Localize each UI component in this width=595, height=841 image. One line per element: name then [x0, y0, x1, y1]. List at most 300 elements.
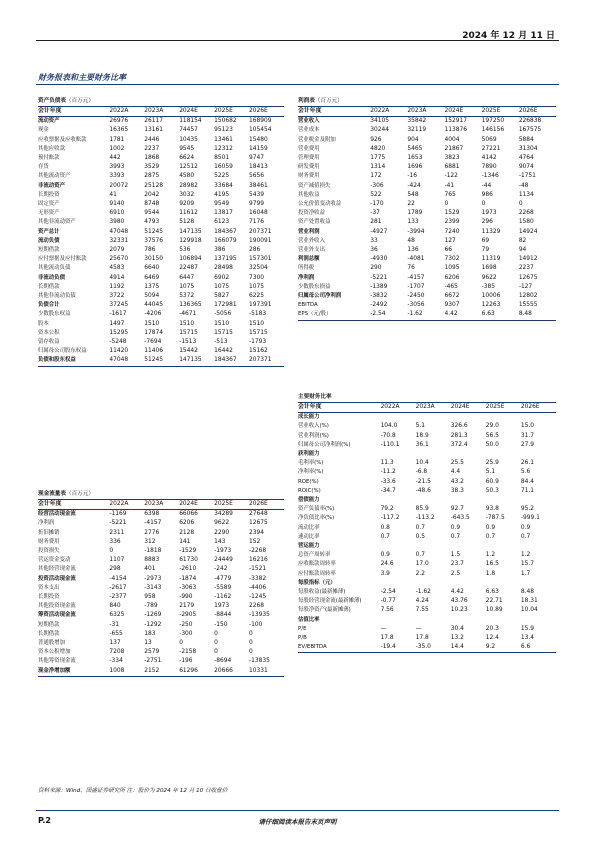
- table-row: [38, 565, 284, 574]
- table-row: [298, 625, 556, 634]
- column-header-year: 2022A: [370, 108, 390, 114]
- cell-value: 17874: [144, 329, 164, 336]
- cell-value: 79: [481, 247, 490, 254]
- column-header-label: 会计年度: [38, 501, 62, 507]
- cell-value: -8694: [214, 658, 232, 665]
- row-label: 毛利率(%): [298, 460, 324, 467]
- cell-value: 1775: [370, 155, 386, 162]
- cell-value: 0: [249, 649, 253, 656]
- cell-value: -4081: [407, 256, 425, 263]
- cell-value: 11420: [109, 348, 129, 355]
- cell-value: 2042: [144, 191, 160, 198]
- row-label: 其他收益: [298, 191, 320, 198]
- footer-rule: [36, 810, 559, 811]
- row-label: 净利润: [298, 274, 315, 281]
- cell-value: 44045: [144, 302, 164, 309]
- cell-value: -5056: [214, 311, 232, 318]
- cell-value: 5656: [249, 173, 265, 180]
- table-row: [298, 191, 556, 200]
- cell-value: 0.8: [380, 524, 390, 531]
- cell-value: -1292: [144, 621, 162, 628]
- cell-value: -2751: [144, 658, 162, 665]
- income-statement-block: [298, 96, 556, 321]
- cell-value: 10.04: [520, 607, 538, 614]
- cell-value: 168909: [249, 118, 272, 125]
- cell-value: 11.3: [380, 460, 394, 467]
- table-row: [38, 145, 284, 154]
- cell-value: 47048: [109, 228, 129, 235]
- cell-value: -0.77: [380, 598, 396, 605]
- cell-value: -3832: [370, 293, 388, 300]
- cell-value: 14.4: [450, 644, 464, 651]
- cell-value: 16216: [249, 557, 268, 564]
- row-label: 营业利润: [298, 228, 320, 235]
- table-row: [38, 255, 284, 264]
- cell-value: -31: [109, 621, 119, 628]
- cell-value: 152917: [444, 118, 468, 125]
- column-header-year: 2024E: [179, 108, 198, 114]
- cell-value: 141: [179, 538, 191, 545]
- cell-value: 5225: [214, 173, 230, 180]
- cell-value: 18.9: [415, 432, 429, 439]
- row-label: 股本: [38, 320, 49, 327]
- cell-value: 10.4: [415, 460, 429, 467]
- cell-value: -2617: [109, 584, 127, 591]
- cell-value: 2237: [144, 145, 160, 152]
- cell-value: 136365: [179, 302, 202, 309]
- table-row: [298, 432, 556, 441]
- cell-value: 94: [518, 247, 527, 254]
- row-label: 总资产周转率: [298, 552, 331, 559]
- table-row: [298, 310, 556, 320]
- table-row: [298, 524, 556, 533]
- table-row: [38, 575, 284, 584]
- cell-value: -48.6: [415, 487, 431, 494]
- table-row: [38, 547, 284, 556]
- table-row: [38, 630, 284, 639]
- cell-value: 3722: [109, 293, 125, 300]
- cell-value: 290: [370, 265, 382, 272]
- cashflow-unit: （百万元）: [65, 491, 94, 497]
- table-row: [38, 154, 284, 163]
- cell-value: 95.2: [520, 506, 534, 513]
- cell-value: -1751: [518, 173, 536, 180]
- cell-value: 36: [370, 247, 378, 254]
- cell-value: -113.2: [415, 515, 435, 522]
- cell-value: 15442: [179, 348, 198, 355]
- cell-value: 5094: [144, 293, 160, 300]
- table-row: [298, 634, 556, 643]
- cell-value: 41: [109, 191, 117, 198]
- row-label: 投资活动现金流: [38, 575, 76, 582]
- cell-value: 61296: [179, 667, 198, 674]
- cell-value: -3056: [407, 302, 425, 309]
- cell-value: 765: [444, 191, 456, 198]
- table-row: [298, 570, 556, 579]
- cell-value: 1698: [481, 265, 497, 272]
- cell-value: 17.0: [415, 561, 429, 568]
- cell-value: 8.48: [520, 589, 534, 596]
- balance-title: [38, 96, 284, 106]
- cell-value: 0.7: [485, 533, 496, 540]
- table-row: [298, 588, 556, 597]
- cell-value: 2579: [144, 649, 160, 656]
- row-label: 经营活动现金流: [38, 511, 76, 518]
- cell-value: 3823: [444, 155, 460, 162]
- cell-value: 15715: [179, 329, 198, 336]
- cell-value: [486, 450, 521, 459]
- cell-value: 21867: [444, 145, 464, 152]
- cell-value: 9307: [444, 302, 460, 309]
- table-row: [38, 510, 284, 520]
- row-label: 估值比率: [298, 616, 320, 623]
- row-label: 其他经营现金流: [38, 566, 76, 573]
- cell-value: 0.9: [520, 524, 531, 531]
- cell-value: 9545: [179, 145, 195, 152]
- column-header-year: 2024E: [179, 501, 198, 507]
- cell-value: 152: [249, 538, 261, 545]
- cell-value: 7240: [444, 228, 460, 235]
- cell-value: 6910: [109, 210, 125, 217]
- cell-value: 129918: [179, 237, 202, 244]
- cell-value: 2.5: [450, 570, 461, 577]
- cashflow-table: [38, 499, 284, 677]
- cell-value: 8501: [214, 155, 230, 162]
- cell-value: 31304: [518, 145, 538, 152]
- row-label: 无形资产: [38, 210, 60, 217]
- ratios-title: [298, 392, 556, 402]
- cell-value: 12675: [249, 520, 268, 527]
- cell-value: 0: [214, 640, 218, 647]
- cell-value: -1169: [109, 511, 127, 518]
- cell-value: 10006: [481, 293, 501, 300]
- row-label: 公允价值变动收益: [298, 201, 342, 208]
- cell-value: 9622: [481, 274, 497, 281]
- row-label: 所得税: [298, 265, 315, 272]
- cell-value: 4.42: [444, 311, 458, 318]
- cell-value: 522: [370, 191, 382, 198]
- cell-value: 23.7: [450, 561, 464, 568]
- cell-value: 10.23: [450, 607, 468, 614]
- row-label: 归属母公司股东权益: [38, 348, 87, 355]
- row-label: 流动负债: [38, 237, 60, 244]
- cell-value: 0: [518, 201, 523, 208]
- column-header-year: 2025E: [214, 501, 233, 507]
- cell-value: -13935: [249, 612, 270, 619]
- row-label: 投资净收益: [298, 210, 325, 217]
- cell-value: 1107: [109, 557, 125, 564]
- row-label: 现金: [38, 127, 49, 134]
- cell-value: 7890: [481, 164, 497, 171]
- cell-value: 20.3: [485, 625, 499, 632]
- column-header-year: 2022A: [109, 108, 129, 114]
- cell-value: 9.2: [485, 644, 496, 651]
- cell-value: 84.4: [520, 478, 534, 485]
- row-label: 归属母公司净利润: [298, 293, 342, 300]
- row-label: 每股收益(最新摊薄): [298, 589, 346, 596]
- row-label: 少数股东损益: [298, 283, 331, 290]
- cell-value: -8844: [214, 612, 232, 619]
- cell-value: 27.9: [520, 441, 534, 448]
- cell-value: 9622: [214, 520, 230, 527]
- cell-value: 30150: [144, 256, 164, 263]
- cell-value: 2268: [249, 603, 265, 610]
- row-label: 应付账款周转率: [298, 570, 336, 577]
- cell-value: 25670: [109, 256, 129, 263]
- cell-value: 3032: [179, 191, 195, 198]
- table-row: [38, 218, 284, 227]
- table-row: [38, 611, 284, 620]
- table-row: [298, 616, 556, 625]
- cell-value: 6123: [214, 219, 230, 226]
- cell-value: 28982: [179, 182, 198, 189]
- row-label: 应付票据及应付账款: [38, 256, 87, 263]
- cashflow-title: [38, 489, 284, 499]
- cell-value: 536: [179, 247, 191, 254]
- cell-value: 1653: [407, 155, 423, 162]
- cell-value: 74457: [179, 127, 198, 134]
- cell-value: 1.2: [520, 552, 531, 559]
- cell-value: 6672: [444, 293, 460, 300]
- cell-value: 51245: [144, 357, 164, 364]
- cell-value: [416, 579, 451, 588]
- table-row: [38, 329, 284, 338]
- cashflow-header-row: [38, 500, 284, 510]
- cell-value: [521, 413, 556, 423]
- cell-value: 10435: [179, 136, 198, 143]
- row-label: 其他流动负债: [38, 265, 71, 272]
- column-header-year: 2026E: [249, 108, 268, 114]
- cell-value: 69: [481, 237, 490, 244]
- cell-value: 3980: [109, 219, 125, 226]
- table-row: [298, 514, 556, 523]
- cell-value: 26976: [109, 118, 129, 125]
- cell-value: 1.7: [520, 570, 531, 577]
- row-label: EBITDA: [298, 302, 318, 309]
- cell-value: 2128: [179, 529, 195, 536]
- cell-value: -127: [518, 283, 533, 290]
- cell-value: -150: [214, 621, 228, 628]
- table-row: [38, 126, 284, 135]
- cell-value: 5465: [407, 145, 423, 152]
- row-label: 短期借款: [38, 621, 60, 628]
- cell-value: 6225: [249, 293, 265, 300]
- cell-value: 3.9: [380, 570, 390, 577]
- table-row: [298, 478, 556, 487]
- row-label: 其他投资现金流: [38, 603, 76, 610]
- table-row: [38, 648, 284, 657]
- cell-value: 2152: [144, 667, 160, 674]
- cell-value: 20072: [109, 182, 129, 189]
- cell-value: 2446: [144, 136, 160, 143]
- cell-value: 8883: [144, 557, 160, 564]
- cell-value: 20666: [214, 667, 233, 674]
- cell-value: 15715: [249, 329, 268, 336]
- table-row: [38, 519, 284, 528]
- row-label: 营运能力: [298, 543, 320, 550]
- cell-value: 298: [109, 566, 121, 573]
- cell-value: 157301: [249, 256, 272, 263]
- cell-value: 2399: [444, 219, 460, 226]
- cell-value: -3994: [407, 228, 425, 235]
- cell-value: 79.2: [380, 506, 394, 513]
- cell-value: -4671: [179, 311, 197, 318]
- cell-value: 61730: [179, 557, 198, 564]
- cell-value: -1521: [249, 566, 267, 573]
- cell-value: -242: [214, 566, 228, 573]
- row-label: 应收账款周转率: [298, 561, 336, 568]
- column-header-year: 2023A: [144, 108, 164, 114]
- cell-value: 1529: [444, 210, 460, 217]
- cell-value: 137: [109, 640, 121, 647]
- cell-value: 85.9: [415, 506, 429, 513]
- cell-value: [521, 496, 556, 505]
- cell-value: 0: [214, 649, 218, 656]
- cell-value: -1529: [179, 548, 197, 555]
- cell-value: 12802: [518, 293, 538, 300]
- table-row: [298, 496, 556, 505]
- cell-value: 15.0: [520, 423, 534, 430]
- cell-value: 4004: [444, 136, 460, 143]
- cell-value: 6447: [179, 274, 195, 281]
- cell-value: 1.2: [485, 552, 496, 559]
- cell-value: [381, 616, 416, 625]
- cell-value: -3143: [144, 584, 162, 591]
- cell-value: 207371: [249, 357, 272, 364]
- table-row: [298, 542, 556, 551]
- table-row: [298, 606, 556, 615]
- cell-value: 4.4: [450, 469, 461, 476]
- table-row: [298, 182, 556, 191]
- cell-value: 12312: [214, 145, 233, 152]
- row-label: 长期借款: [38, 630, 60, 637]
- row-label: 资本支出: [38, 584, 60, 591]
- balance-title-text: 资产负债表: [38, 98, 66, 104]
- cell-value: -196: [179, 658, 193, 665]
- cell-value: 33: [370, 237, 378, 244]
- cell-value: 296: [481, 219, 493, 226]
- cell-value: 10331: [249, 667, 268, 674]
- cell-value: 4142: [481, 155, 497, 162]
- row-label: 净利率(%): [298, 469, 324, 476]
- cell-value: 118154: [179, 118, 202, 125]
- cell-value: 27648: [249, 511, 268, 518]
- column-header-year: 2022A: [109, 501, 129, 507]
- cell-value: [381, 579, 416, 588]
- table-row: [298, 163, 556, 172]
- row-label: 研发费用: [298, 164, 320, 171]
- cell-value: 0.7: [450, 533, 461, 540]
- row-label: 营运资金变动: [38, 557, 71, 564]
- column-header-year: 2026E: [518, 108, 538, 114]
- table-row: [38, 602, 284, 611]
- cell-value: 2875: [144, 173, 160, 180]
- cell-value: -19.4: [380, 644, 396, 651]
- cell-value: 5.1: [415, 423, 426, 430]
- table-row: [38, 347, 284, 356]
- cell-value: -250: [179, 621, 193, 628]
- cell-value: 12263: [481, 302, 501, 309]
- cell-value: 1497: [109, 320, 125, 327]
- cashflow-title-text: 现金流量表: [38, 491, 66, 497]
- cell-value: 6398: [144, 511, 160, 518]
- cell-value: -41: [444, 182, 455, 189]
- cell-value: -5221: [370, 274, 388, 281]
- cell-value: 25.5: [450, 460, 464, 467]
- cell-value: 34105: [370, 118, 389, 125]
- cell-value: [451, 579, 486, 588]
- cell-value: 22: [407, 201, 415, 208]
- income-header-row: [298, 107, 556, 117]
- cell-value: 0.7: [520, 533, 531, 540]
- cell-value: -6.8: [415, 469, 428, 476]
- cell-value: -789: [144, 603, 158, 610]
- cell-value: 190091: [249, 237, 272, 244]
- cell-value: -11.2: [380, 469, 396, 476]
- table-row: [298, 117, 556, 127]
- row-label: 流动资产: [38, 118, 60, 125]
- table-row: [38, 356, 284, 366]
- cell-value: 2179: [179, 603, 195, 610]
- cell-value: 143: [214, 538, 226, 545]
- cell-value: [521, 450, 556, 459]
- cell-value: 15715: [214, 329, 233, 336]
- cell-value: 2.2: [415, 570, 426, 577]
- cell-value: 286: [249, 247, 261, 254]
- table-row: [38, 584, 284, 593]
- table-row: [298, 274, 556, 283]
- cell-value: -122: [444, 173, 458, 180]
- cell-value: 1075: [179, 283, 195, 290]
- table-row: [38, 320, 284, 329]
- cell-value: 5827: [214, 293, 230, 300]
- cell-value: 14924: [518, 228, 538, 235]
- cell-value: 172981: [214, 302, 237, 309]
- cell-value: 48: [407, 237, 415, 244]
- cell-value: 4764: [518, 155, 534, 162]
- cell-value: 5439: [249, 191, 265, 198]
- table-row: [298, 468, 556, 477]
- cell-value: 184367: [214, 228, 237, 235]
- cell-value: 0.9: [450, 524, 461, 531]
- table-row: [38, 191, 284, 200]
- table-row: [38, 182, 284, 191]
- row-label: 非流动负债: [38, 274, 65, 281]
- table-row: [38, 283, 284, 292]
- cell-value: 1095: [444, 265, 460, 272]
- cell-value: 197391: [249, 302, 272, 309]
- ratios-table: [298, 402, 556, 653]
- cell-value: -1.62: [407, 311, 423, 318]
- row-label: 财务费用: [38, 538, 60, 545]
- cell-value: 76: [407, 265, 415, 272]
- cell-value: [486, 579, 521, 588]
- cell-value: 9074: [518, 164, 534, 171]
- cell-value: [451, 542, 486, 551]
- table-row: [38, 538, 284, 547]
- cell-value: 1510: [214, 320, 230, 327]
- cell-value: [451, 496, 486, 505]
- cell-value: [381, 496, 416, 505]
- table-row: [298, 264, 556, 273]
- cell-value: 4583: [109, 265, 125, 272]
- row-label: P/B: [298, 635, 307, 642]
- cell-value: 26117: [144, 118, 164, 125]
- income-table: [298, 106, 556, 321]
- table-row: [38, 301, 284, 310]
- table-row: [298, 209, 556, 218]
- cell-value: 401: [144, 566, 156, 573]
